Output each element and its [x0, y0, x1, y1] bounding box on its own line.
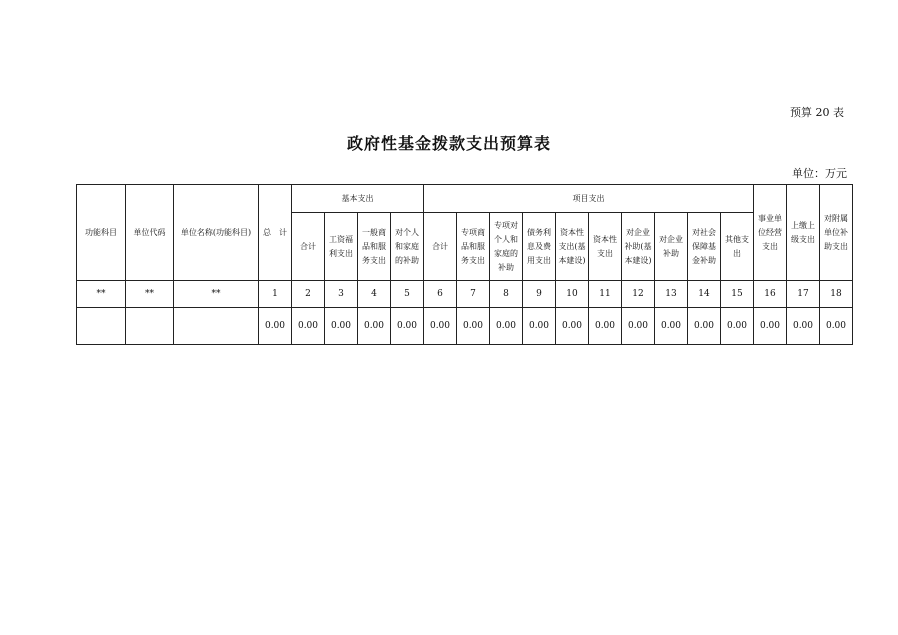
header-tail-col: 上缴上级支出: [787, 185, 820, 281]
column-number: 6: [424, 281, 457, 308]
value-cell: 0.00: [787, 308, 820, 345]
column-number: 18: [820, 281, 853, 308]
header-unit-code: 单位代码: [126, 185, 174, 281]
header-basic-group: 基本支出: [292, 185, 424, 213]
column-number: 2: [292, 281, 325, 308]
header-project-col: 专项商品和服务支出: [457, 213, 490, 281]
table-number: 预算 20 表: [790, 106, 844, 119]
header-project-col: 债务利息及费用支出: [523, 213, 556, 281]
value-cell: 0.00: [325, 308, 358, 345]
budget-table: [76, 184, 853, 345]
column-number: 7: [457, 281, 490, 308]
value-cell: 0.00: [490, 308, 523, 345]
column-number: 5: [391, 281, 424, 308]
column-number: 11: [589, 281, 622, 308]
column-number: 9: [523, 281, 556, 308]
header-basic-col: 对个人和家庭的补助: [391, 213, 424, 281]
column-number: 12: [622, 281, 655, 308]
value-cell: 0.00: [556, 308, 589, 345]
unit-label: 单位：万元: [792, 167, 847, 180]
column-number: 4: [358, 281, 391, 308]
column-number: 1: [259, 281, 292, 308]
value-cell: 0.00: [259, 308, 292, 345]
value-cell: 0.00: [589, 308, 622, 345]
column-number-row: [77, 281, 853, 308]
table-row: [77, 308, 853, 345]
header-project-col: 对企业补助(基本建设): [622, 213, 655, 281]
marker-cell: **: [174, 281, 259, 308]
header-project-group: 项目支出: [424, 185, 754, 213]
header-tail-col: 事业单位经营支出: [754, 185, 787, 281]
column-number: 16: [754, 281, 787, 308]
header-unit-name: 单位名称(功能科目): [174, 185, 259, 281]
value-cell: 0.00: [721, 308, 754, 345]
column-number: 13: [655, 281, 688, 308]
value-cell: 0.00: [820, 308, 853, 345]
value-cell: 0.00: [622, 308, 655, 345]
empty-cell: [174, 308, 259, 345]
column-number: 17: [787, 281, 820, 308]
header-project-col: 其他支出: [721, 213, 754, 281]
column-number: 8: [490, 281, 523, 308]
value-cell: 0.00: [688, 308, 721, 345]
header-func-subject: 功能科目: [77, 185, 126, 281]
value-cell: 0.00: [754, 308, 787, 345]
marker-cell: **: [126, 281, 174, 308]
header-project-col: 对社会保障基金补助: [688, 213, 721, 281]
column-number: 10: [556, 281, 589, 308]
marker-cell: **: [77, 281, 126, 308]
empty-cell: [126, 308, 174, 345]
empty-cell: [77, 308, 126, 345]
value-cell: 0.00: [292, 308, 325, 345]
header-basic-col: 工资福利支出: [325, 213, 358, 281]
header-project-col: 资本性支出(基本建设): [556, 213, 589, 281]
value-cell: 0.00: [358, 308, 391, 345]
header-basic-col: 一般商品和服务支出: [358, 213, 391, 281]
value-cell: 0.00: [424, 308, 457, 345]
header-project-col: 专项对个人和家庭的补助: [490, 213, 523, 281]
value-cell: 0.00: [457, 308, 490, 345]
header-project-col: 对企业补助: [655, 213, 688, 281]
column-number: 14: [688, 281, 721, 308]
column-number: 3: [325, 281, 358, 308]
page-title: 政府性基金拨款支出预算表: [346, 134, 551, 153]
value-cell: 0.00: [655, 308, 688, 345]
header-tail-col: 对附属单位补助支出: [820, 185, 853, 281]
column-number: 15: [721, 281, 754, 308]
header-project-col: 合计: [424, 213, 457, 281]
header-basic-col: 合计: [292, 213, 325, 281]
header-project-col: 资本性支出: [589, 213, 622, 281]
value-cell: 0.00: [391, 308, 424, 345]
value-cell: 0.00: [523, 308, 556, 345]
header-total: 总 计: [259, 185, 292, 281]
